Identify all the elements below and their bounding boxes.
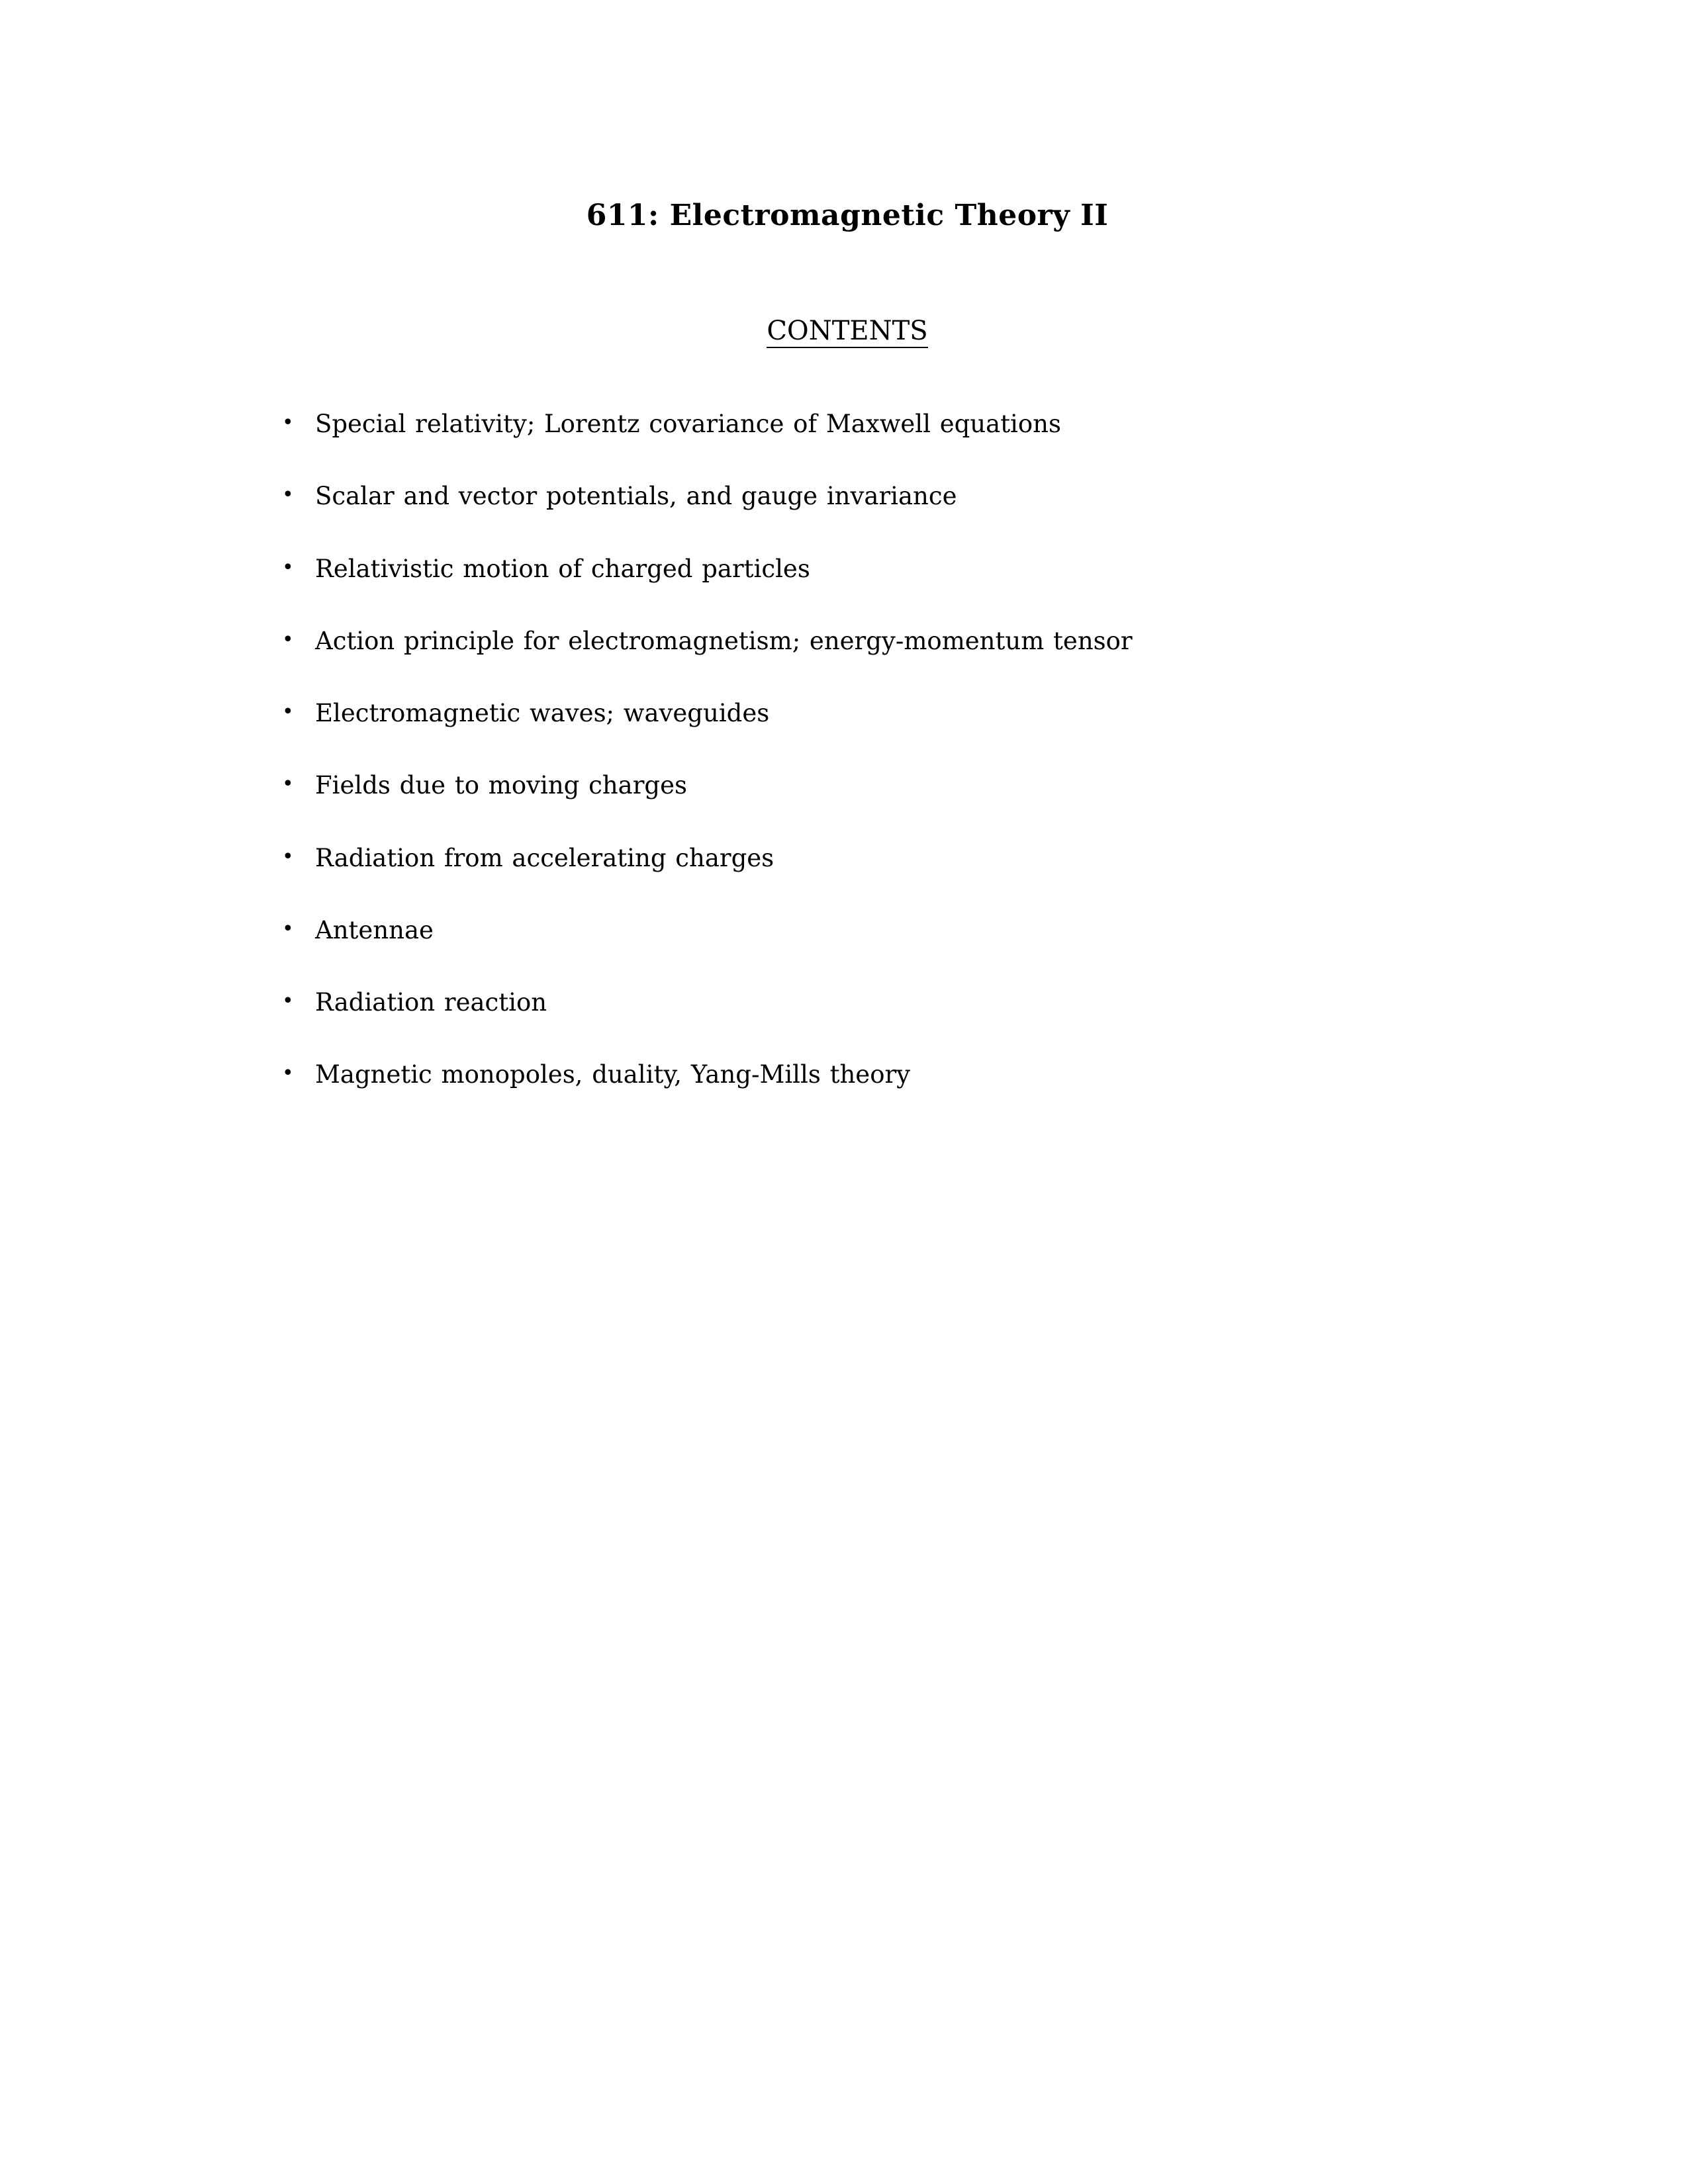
list-item-label: Radiation reaction <box>315 988 547 1017</box>
bullet-icon: • <box>282 989 294 1013</box>
list-item <box>278 554 1417 584</box>
list-item-label: Special relativity; Lorentz covariance of Maxwell equations <box>315 410 1061 438</box>
list-item-label: Scalar and vector potentials, and gauge invariance <box>315 482 957 511</box>
contents-heading-wrapper <box>278 317 1417 348</box>
list-item-label: Relativistic motion of charged particles <box>315 554 810 583</box>
list-item-label: Electromagnetic waves; waveguides <box>315 699 770 727</box>
bullet-icon: • <box>282 555 294 579</box>
page-title: 611: Electromagnetic Theory II <box>586 199 1109 232</box>
list-item <box>278 915 1417 946</box>
list-item-label: Action principle for electromagnetism; energy-momentum tensor <box>315 626 1133 655</box>
list-item <box>278 843 1417 874</box>
list-item <box>278 481 1417 512</box>
bullet-icon: • <box>282 772 294 796</box>
list-item-label: Radiation from accelerating charges <box>315 843 774 872</box>
bullet-icon: • <box>282 483 294 507</box>
list-item-label: Antennae <box>315 915 434 944</box>
bullet-icon: • <box>282 844 294 868</box>
list-item <box>278 626 1417 657</box>
bullet-icon: • <box>282 1062 294 1085</box>
list-item <box>278 987 1417 1018</box>
bullet-icon: • <box>282 917 294 940</box>
list-item <box>278 409 1417 439</box>
list-item <box>278 698 1417 729</box>
list-item-label: Magnetic monopoles, duality, Yang-Mills theory <box>315 1060 911 1089</box>
bullet-icon: • <box>282 411 294 434</box>
document-content <box>278 199 1417 1132</box>
list-item <box>278 1060 1417 1090</box>
contents-heading: CONTENTS <box>767 317 927 348</box>
list-item-label: Fields due to moving charges <box>315 771 687 800</box>
table-of-contents-list <box>278 409 1417 1091</box>
list-item <box>278 770 1417 801</box>
bullet-icon: • <box>282 627 294 651</box>
bullet-icon: • <box>282 700 294 723</box>
